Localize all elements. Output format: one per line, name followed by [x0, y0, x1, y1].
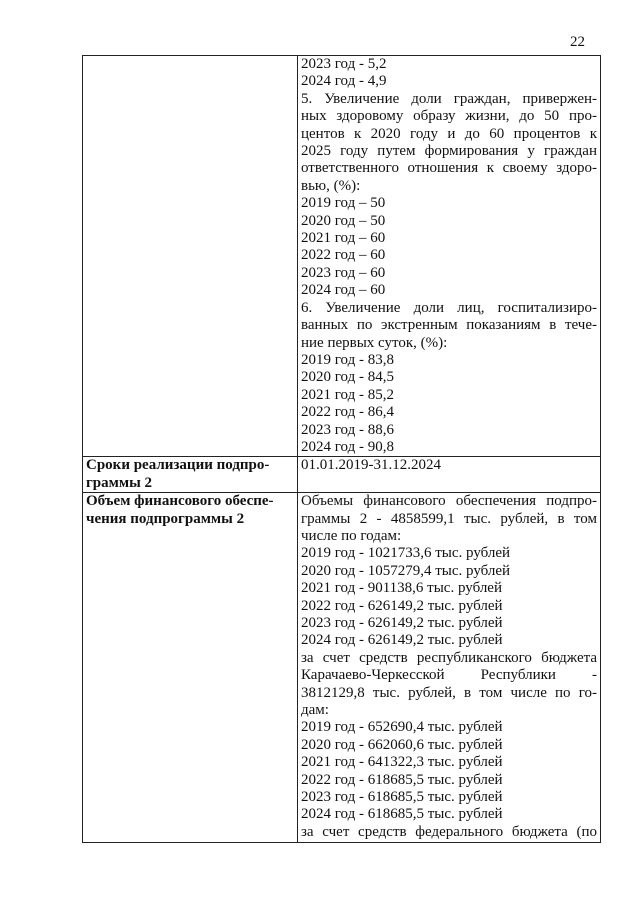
row-label-financing-volume — [83, 493, 298, 843]
text-line: 3812129,8 тыс. рублей, в том числе по го- — [301, 684, 597, 701]
text-line: 2024 год - 626149,2 тыс. рублей — [301, 632, 503, 649]
table-row-financing-volume — [83, 493, 601, 843]
row-content-implementation-period — [298, 457, 601, 493]
row-label-line: Объем финансового обеспе- — [86, 493, 274, 510]
text-line: 2023 год – 60 — [301, 264, 386, 281]
text-line: 2019 год - 652690,4 тыс. рублей — [301, 719, 503, 736]
text-line: за счет средств республиканского бюджета — [301, 649, 597, 666]
row-content-financing-volume — [298, 493, 601, 843]
text-line: Карачаево-Черкесской Республики - — [301, 667, 597, 684]
text-line: 2021 год - 85,2 — [301, 386, 394, 403]
row-content-targets — [298, 56, 601, 457]
text-line: 2023 год - 5,2 — [301, 56, 387, 72]
table-row-implementation-period — [83, 457, 601, 493]
text-line: центов к 2020 году и до 60 процентов к — [301, 125, 597, 142]
text-line: числе по годам: — [301, 527, 402, 544]
text-line: 2022 год - 86,4 — [301, 404, 394, 421]
text-line: 2021 год – 60 — [301, 230, 386, 247]
text-line: Объемы финансового обеспечения подпро- — [301, 493, 597, 510]
table-row-targets-continued — [83, 56, 601, 457]
text-line: 01.01.2019-31.12.2024 — [301, 457, 441, 474]
text-line: граммы 2 - 4858599,1 тыс. рублей, в том — [301, 510, 597, 527]
text-line: 2025 году путем формирования у граждан — [301, 143, 597, 160]
subprogram-passport-table — [82, 55, 601, 843]
page-number: 22 — [570, 34, 585, 50]
text-line: 2024 год - 4,9 — [301, 73, 387, 90]
text-line: 2021 год - 901138,6 тыс. рублей — [301, 580, 502, 597]
text-line: 2020 год - 1057279,4 тыс. рублей — [301, 562, 511, 579]
text-line: 2024 год - 618685,5 тыс. рублей — [301, 806, 503, 823]
text-line: ответственного отношения к своему здоро- — [301, 160, 597, 177]
text-line: 2019 год – 50 — [301, 195, 386, 212]
text-line: 2022 год – 60 — [301, 247, 386, 264]
text-line: 6. Увеличение доли лиц, госпитализиро- — [301, 299, 597, 316]
row-label-line: чения подпрограммы 2 — [86, 510, 245, 527]
text-line: вью, (%): — [301, 177, 361, 194]
text-line: 2023 год - 88,6 — [301, 421, 394, 438]
row-label-empty — [83, 56, 298, 457]
text-line: 2021 год - 641322,3 тыс. рублей — [301, 754, 503, 771]
text-line: 2022 год - 618685,5 тыс. рублей — [301, 771, 503, 788]
text-line: ние первых суток, (%): — [301, 334, 448, 351]
text-line: 2019 год - 83,8 — [301, 351, 394, 368]
text-line: ных здоровому образу жизни, до 50 про- — [301, 108, 597, 125]
row-label-implementation-period — [83, 457, 298, 493]
text-line: 2023 год - 626149,2 тыс. рублей — [301, 615, 503, 631]
text-line: 5. Увеличение доли граждан, привержен- — [301, 90, 597, 107]
text-line: ванных по экстренным показаниям в тече- — [301, 317, 597, 334]
text-line: 2019 год - 1021733,6 тыс. рублей — [301, 545, 511, 562]
text-line: 2024 год - 90,8 — [301, 438, 394, 455]
row-label-line: Сроки реализации подпро- — [86, 457, 270, 474]
text-line: 2020 год - 662060,6 тыс. рублей — [301, 736, 503, 753]
text-line: 2022 год - 626149,2 тыс. рублей — [301, 597, 503, 614]
text-line: 2023 год - 618685,5 тыс. рублей — [301, 789, 503, 806]
text-line: 2020 год – 50 — [301, 212, 386, 229]
text-line: 2020 год - 84,5 — [301, 369, 394, 386]
text-line: 2024 год – 60 — [301, 282, 386, 299]
text-line: за счет средств федерального бюджета (по — [301, 823, 597, 840]
row-label-line: граммы 2 — [86, 474, 153, 491]
text-line: дам: — [301, 702, 329, 719]
